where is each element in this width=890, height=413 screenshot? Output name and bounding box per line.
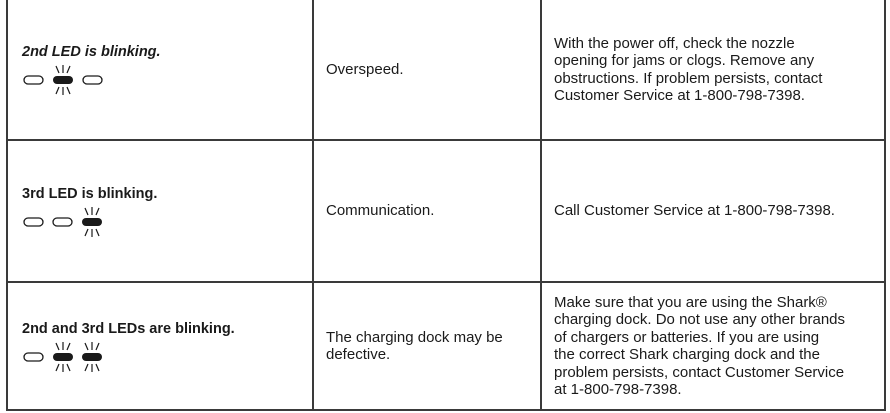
condition-text: 3rd LED is blinking.	[22, 185, 158, 202]
led-3-blinking	[82, 207, 102, 237]
cause-cell: Communication.	[313, 140, 541, 282]
cause-cell: Overspeed.	[313, 0, 541, 140]
table-row	[7, 140, 885, 282]
condition-cell	[7, 282, 313, 410]
condition-text: 2nd and 3rd LEDs are blinking.	[22, 320, 235, 337]
table-row	[7, 282, 885, 410]
led-indicator-icon	[22, 65, 112, 95]
led-2-blinking	[53, 65, 73, 95]
led-1	[24, 76, 43, 84]
led-indicator-icon	[22, 207, 112, 237]
condition-cell	[7, 140, 313, 282]
table-row	[7, 0, 885, 140]
led-2	[53, 218, 72, 226]
led-1	[24, 218, 43, 226]
solution-cell: With the power off, check the nozzle opening for jams or clogs. Remove any obstructions. If problem persists, contact Customer Service at 1-800-798-7398.	[541, 0, 885, 140]
led-3-blinking	[82, 342, 102, 372]
led-3	[83, 76, 102, 84]
cause-cell: The charging dock may be defective.	[313, 282, 541, 410]
led-indicator-icon	[22, 342, 112, 372]
solution-cell: Make sure that you are using the Shark® charging dock. Do not use any other brands of chargers or batteries. If you are using the correct Shark charging dock and the problem persists, contact Customer Service at 1-800-798-7398.	[541, 282, 885, 410]
condition-text: 2nd LED is blinking.	[22, 44, 161, 60]
solution-cell: Call Customer Service at 1-800-798-7398.	[541, 140, 885, 282]
led-1	[24, 353, 43, 361]
led-2-blinking	[53, 342, 73, 372]
condition-cell	[7, 0, 313, 140]
troubleshooting-table	[6, 0, 886, 411]
